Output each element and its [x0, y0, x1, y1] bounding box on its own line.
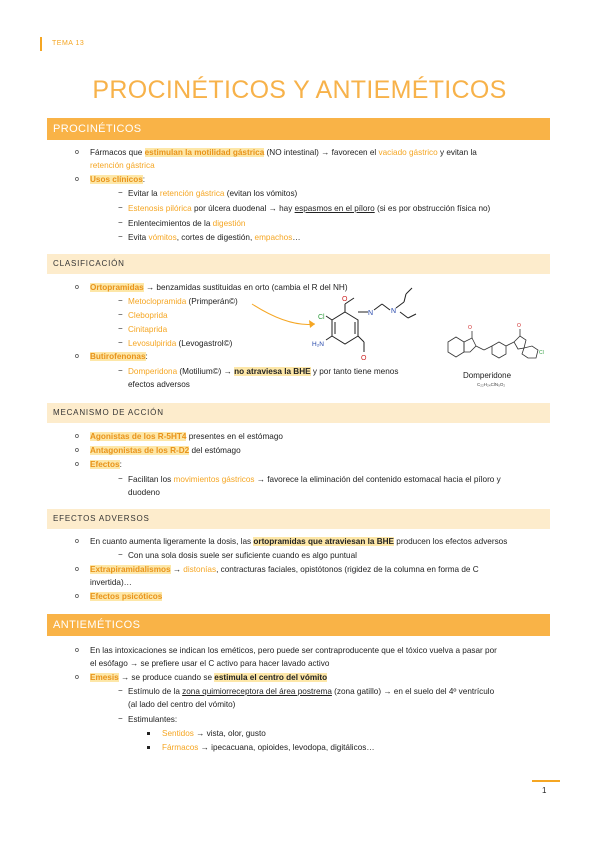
dash-icon: −: [118, 203, 123, 212]
anti-line-8: Fármacos → ipecacuana, opioides, levodopa, digitálicos…: [162, 743, 375, 752]
atom-cl-domperidone: Cl: [539, 350, 544, 356]
domperidona-line: Domperidona (Motilium©) → no atraviesa la BHE y por tanto tiene menos: [128, 367, 399, 376]
dash-icon: −: [118, 310, 123, 319]
atom-o-left: O: [468, 325, 472, 331]
square-bullet-icon: [147, 732, 150, 735]
bullet-icon: o: [75, 461, 79, 468]
anti-line-6: Estimulantes:: [128, 715, 178, 724]
mec-line-2: Antagonistas de los R-D2 del estómago: [90, 446, 241, 455]
bullet-icon: o: [75, 447, 79, 454]
anti-line-1: En las intoxicaciones se indican los eméticos, pero puede ser contraproducente que el tóxico vuelva a pasar por: [90, 646, 497, 655]
drug-metoclopramida: Metoclopramida (Primperán©): [128, 297, 238, 306]
mec-line-1: Agonistas de los R-5HT4 presentes en el estómago: [90, 432, 283, 441]
dash-icon: −: [118, 232, 123, 241]
dash-icon: −: [118, 686, 123, 695]
anti-line-7: Sentidos → vista, olor, gusto: [162, 729, 266, 738]
atom-cl: Cl: [318, 314, 325, 321]
bullet-icon: o: [75, 353, 79, 360]
bullet-icon: o: [75, 284, 79, 291]
dash-icon: −: [118, 474, 123, 483]
bullet-icon: o: [75, 647, 79, 654]
square-bullet-icon: [147, 746, 150, 749]
uso-2: Estenosis pilórica por úlcera duodenal → hay espasmos en el píloro (si es por obstrucción física no): [128, 204, 491, 213]
proc-line-1: Fármacos que estimulan la motilidad gástrica (NO intestinal) → favorecen el vaciado gástrico y evitan la: [90, 148, 477, 157]
ef-line-2: Con una sola dosis suele ser suficiente cuando es algo puntual: [128, 551, 357, 560]
bullet-icon: o: [75, 538, 79, 545]
section-procineticos: PROCINÉTICOS: [47, 118, 550, 140]
uso-3: Enlentecimientos de la digestión: [128, 219, 246, 228]
section-antiemeticos: ANTIEMÉTICOS: [47, 614, 550, 636]
dash-icon: −: [118, 296, 123, 305]
atom-h2n: H₂N: [312, 341, 324, 348]
section-mecanismo: MECANISMO DE ACCIÓN: [47, 403, 550, 423]
domperidona-line-2: efectos adversos: [128, 380, 190, 389]
dash-icon: −: [118, 714, 123, 723]
uso-4: Evita vómitos, cortes de digestión, empachos…: [128, 233, 301, 242]
anti-line-2: el esófago → se prefiere usar el C activo para hacer lavado activo: [90, 659, 330, 668]
bullet-icon: o: [75, 433, 79, 440]
section-clasificacion: CLASIFICACIÓN: [47, 254, 550, 274]
bullet-icon: o: [75, 149, 79, 156]
dash-icon: −: [118, 324, 123, 333]
page-title: PROCINÉTICOS Y ANTIEMÉTICOS: [92, 76, 507, 104]
drug-cleboprida: Cleboprida: [128, 311, 168, 320]
proc-line-1b: retención gástrica: [90, 161, 155, 170]
uso-1: Evitar la retención gástrica (evitan los vómitos): [128, 189, 298, 198]
dash-icon: −: [118, 550, 123, 559]
bullet-icon: o: [75, 566, 79, 573]
ortopramidas-line: Ortopramidas → benzamidas sustituidas en orto (cambia el R del NH): [90, 283, 348, 292]
butirofenonas-line: Butirofenonas:: [90, 352, 148, 361]
section-efectos: EFECTOS ADVERSOS: [47, 509, 550, 529]
anti-line-4: Estímulo de la zona quimiorreceptora del área postrema (zona gatillo) → en el suelo del 4º ventrículo: [128, 687, 495, 696]
dash-icon: −: [118, 188, 123, 197]
molecule-name: Domperidone: [463, 371, 512, 380]
molecule-formula: C₂₂H₂₄ClN₅O₂: [477, 382, 506, 387]
bullet-icon: o: [75, 176, 79, 183]
atom-o-right: O: [517, 323, 521, 329]
mec-line-4: Facilitan los movimientos gástricos → favorece la eliminación del contenido estomacal hacia el píloro y: [128, 475, 501, 484]
usos-heading: Usos clínicos:: [90, 175, 146, 184]
ef-line-1: En cuanto aumenta ligeramente la dosis, las ortopramidas que atraviesan la BHE producen los efectos adversos: [90, 537, 508, 546]
ef-line-5: Efectos psicóticos: [90, 592, 163, 601]
anti-line-3: Emesis → se produce cuando se estimula el centro del vómito: [90, 673, 328, 682]
ef-line-3: Extrapiramidalismos → distonías, contracturas faciales, opistótonos (rigidez de la columna en forma de C: [90, 565, 479, 574]
bullet-icon: o: [75, 674, 79, 681]
anti-line-5: (al lado del centro del vómito): [128, 700, 236, 709]
tema-label: TEMA 13: [52, 40, 85, 47]
atom-n-amide: N: [368, 310, 374, 317]
drug-cinitaprida: Cinitaprida: [128, 325, 168, 334]
atom-n-amine: N: [391, 308, 397, 315]
drug-levosulpirida: Levosulpirida (Levogastrol©): [128, 339, 233, 348]
page-number: 1: [542, 786, 547, 795]
ef-line-4: invertida)…: [90, 578, 132, 587]
bullet-icon: o: [75, 593, 79, 600]
atom-o-methoxy: O: [361, 355, 367, 362]
mec-line-3: Efectos:: [90, 460, 122, 469]
dash-icon: −: [118, 218, 123, 227]
dash-icon: −: [118, 338, 123, 347]
header-accent-bar: [40, 37, 42, 51]
atom-o-carbonyl: O: [342, 296, 348, 303]
metoclopramide-structure: [240, 282, 425, 367]
mec-line-5: duodeno: [128, 488, 160, 497]
footer-accent-line: [532, 780, 560, 782]
dash-icon: −: [118, 366, 123, 375]
domperidone-structure: [436, 312, 548, 372]
